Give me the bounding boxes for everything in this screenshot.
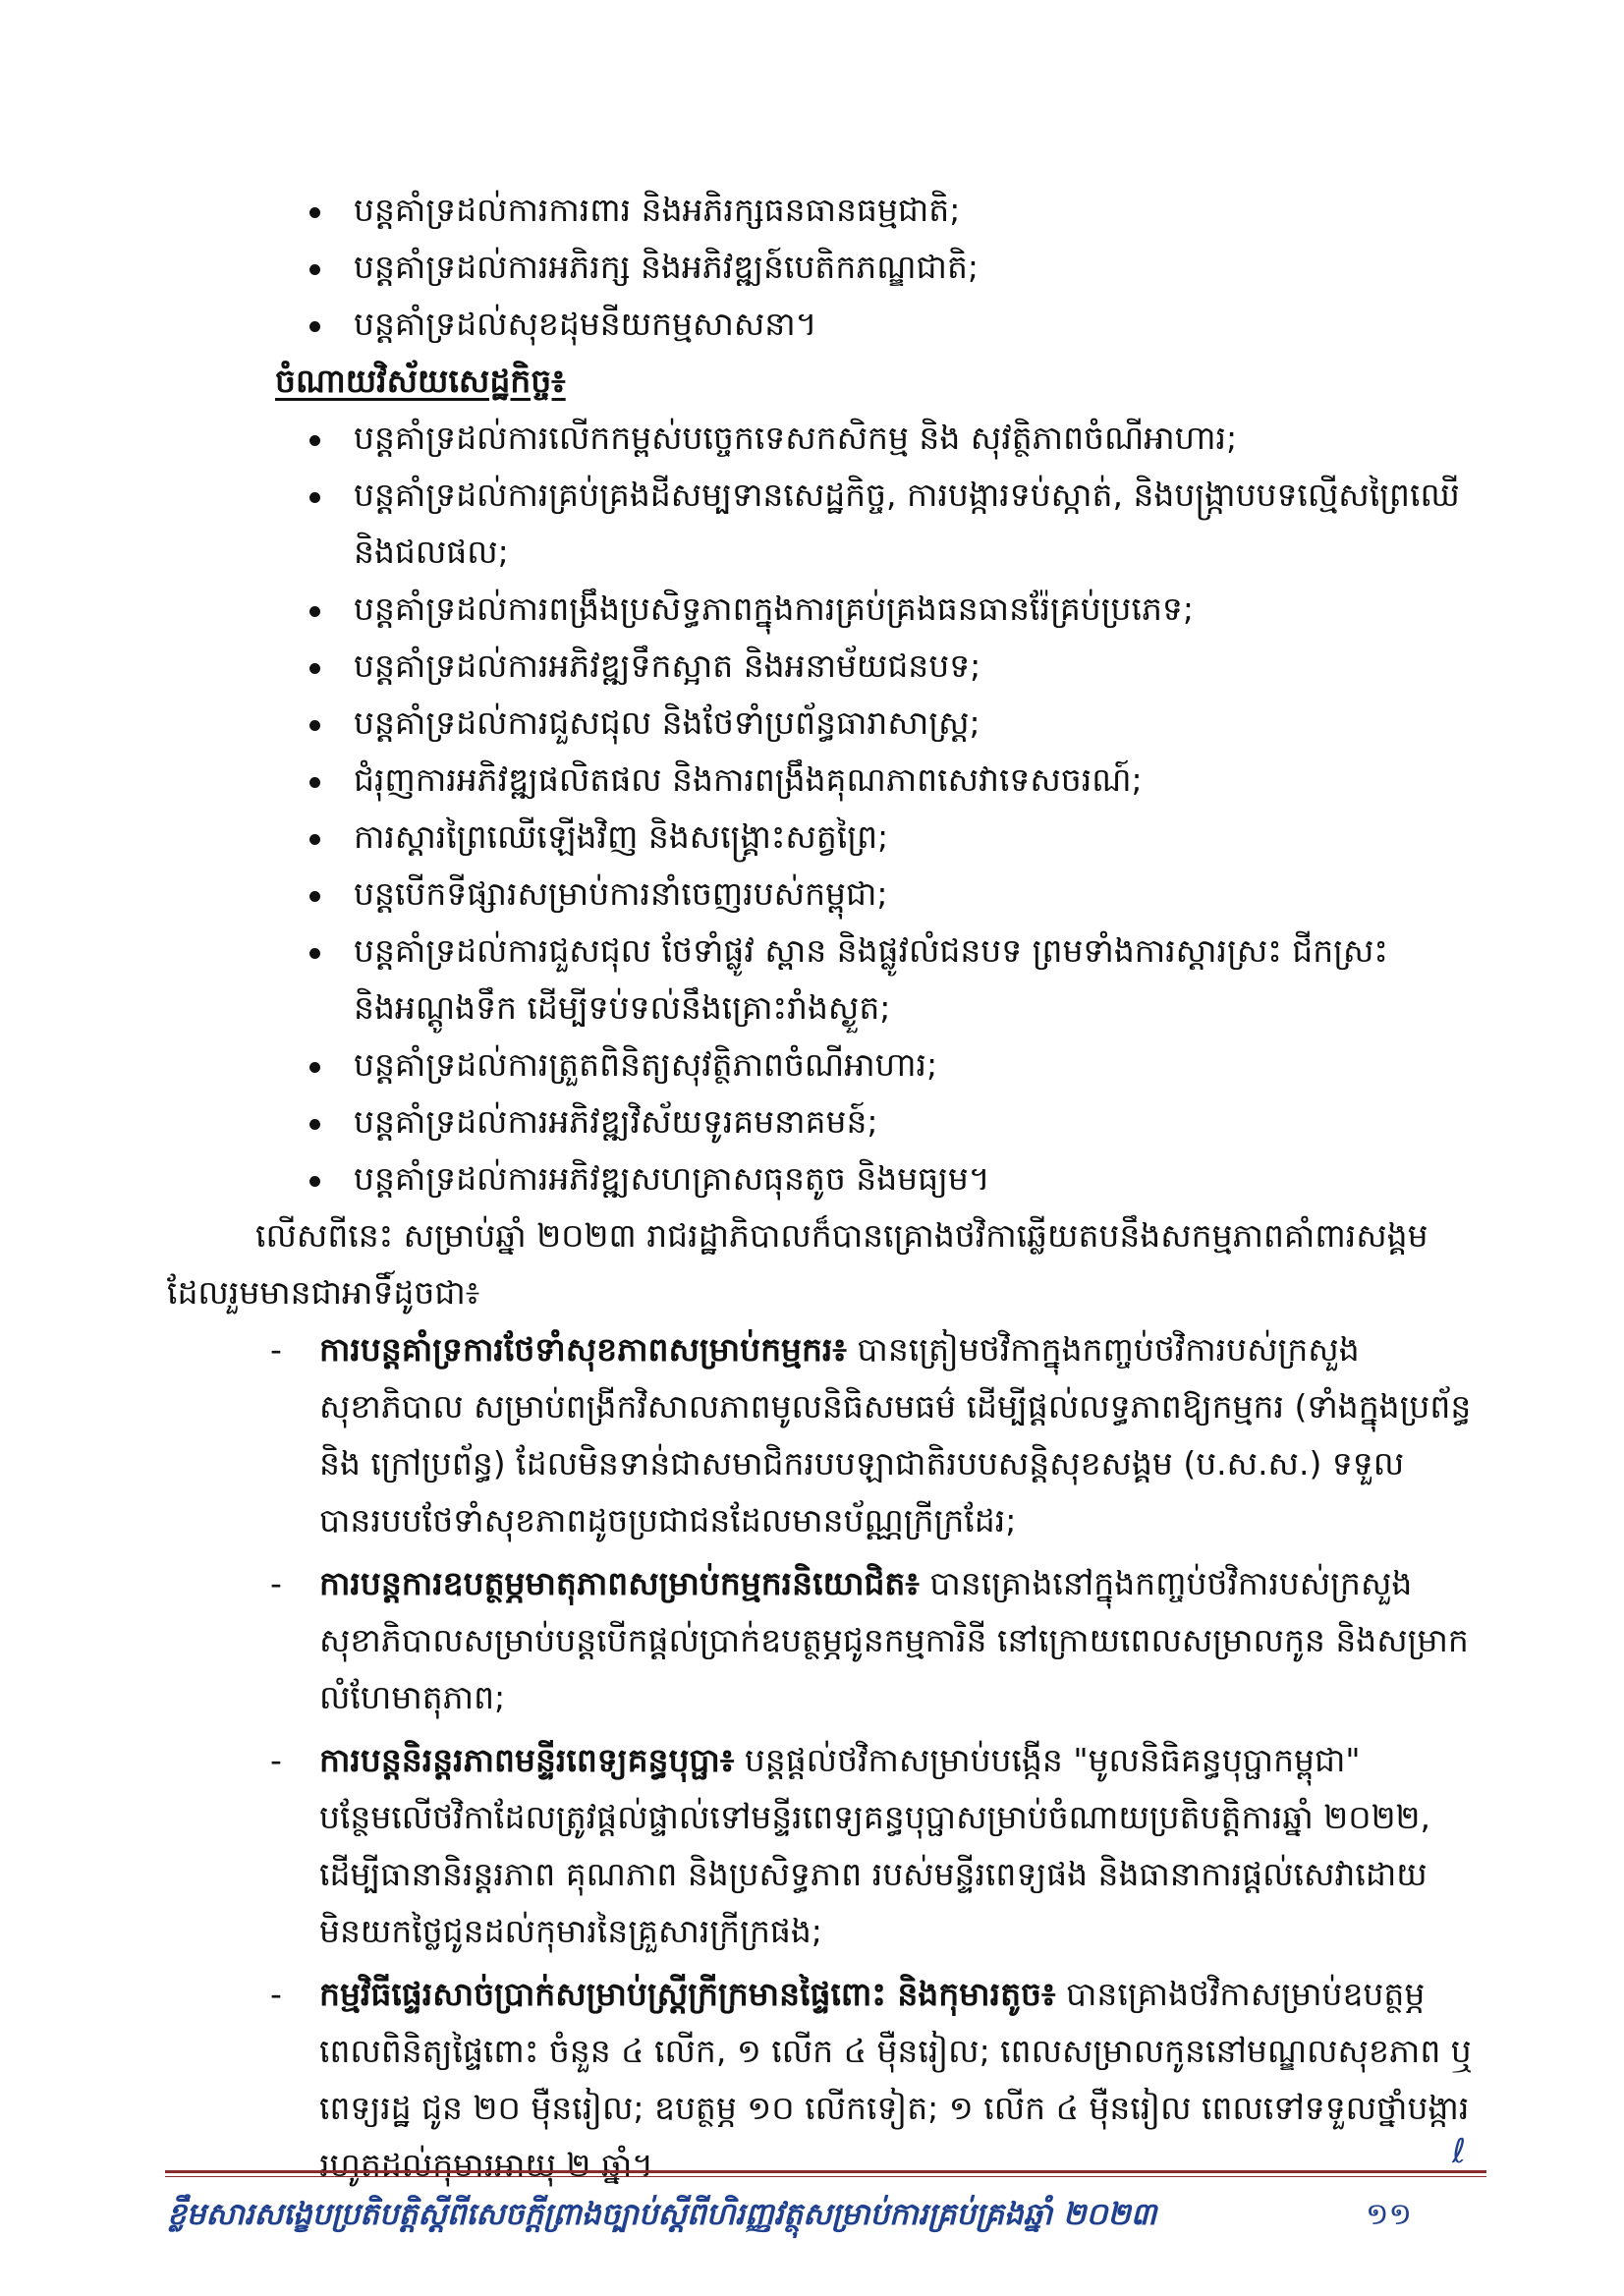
handwritten-mark: ℓ — [1452, 2132, 1467, 2171]
list-item: បន្តគាំទ្រដល់ការអភិរក្ស និងអភិវឌ្ឍន៍បេតិកភណ្ឌជាតិ; — [167, 239, 1484, 296]
list-item: បន្តគាំទ្រដល់ការជួសជុល ថែទាំផ្លូវ ស្ពាន និងផ្លូវលំជនបទ ព្រមទាំងការស្តារស្រះ ជីកស្រះ និងអណ្តូងទឹក ដើម្បីទប់ទល់នឹងគ្រោះរាំងស្ងួត; — [167, 923, 1484, 1036]
section-heading: ចំណាយវិស័យសេដ្ឋកិច្ច៖ — [275, 362, 566, 400]
item-text: បានគ្រោងនៅក្នុងកញ្ចប់ថវិការបស់ក្រសួងសុខាភិបាលសម្រាប់បន្តបើកផ្តល់ប្រាក់ឧបត្ថម្ភជូនកម្មការិនី នៅក្រោយពេលសម្រាលកូន និងសម្រាកលំហែមាតុភាព; — [319, 1564, 1469, 1716]
list-item: បន្តគាំទ្រដល់ការពង្រឹងប្រសិទ្ធភាពក្នុងការគ្រប់គ្រងធនធានរ៉ែគ្រប់ប្រភេទ; — [167, 581, 1484, 638]
list-item: ការស្តារព្រៃឈើឡើងវិញ និងសង្គ្រោះសត្វព្រៃ; — [167, 809, 1484, 866]
item-text: បន្តផ្តល់ថវិកាសម្រាប់បង្កើន "មូលនិធិគន្ធបុប្ផាកម្ពុជា" បន្ថែមលើថវិកាដែលត្រូវផ្តល់ផ្ទាល់ទៅមន្ទីរពេទ្យគន្ធបុប្ផាសម្រាប់ចំណាយប្រតិបត្តិការឆ្នាំ ២០២២, ដើម្បីធានានិរន្តរភាព គុណភាព និងប្រសិទ្ធភាព របស់មន្ទីរពេទ្យផង និងធានាការផ្តល់សេវាដោយមិនយកថ្លៃជូនដល់កុមារនៃគ្រួសារក្រីក្រផង; — [319, 1741, 1431, 1950]
dash-marker: - — [270, 1741, 282, 1779]
item-label: កម្មវិធីផ្ទេរសាច់ប្រាក់សម្រាប់ស្ត្រីក្រីក្រមានផ្ទៃពោះ និងកុមារតូច៖ — [319, 1975, 1056, 2013]
social-intro-paragraph: លើសពីនេះ សម្រាប់ឆ្នាំ ២០២៣ រាជរដ្ឋាភិបាលក៏បានគ្រោងថវិកាឆ្លើយតបនឹងសកម្មភាពគាំពារសង្គម ដែលរួមមានជាអាទិ៍ដូចជា៖ — [167, 1216, 1428, 1312]
list-item — [167, 1966, 1484, 2194]
list-item: បន្តគាំទ្រដល់ការអភិវឌ្ឍវិស័យទូរគមនាគមន៍; — [167, 1093, 1484, 1150]
dash-marker: - — [270, 1330, 282, 1369]
list-item: បន្តគាំទ្រដល់ការអភិវឌ្ឍសហគ្រាសធុនតូច និងមធ្យម។ — [167, 1150, 1484, 1207]
item-label: ការបន្តនិរន្តរភាពមន្ទីរពេទ្យគន្ធបុប្ផា៖ — [319, 1741, 735, 1779]
dash-marker: - — [270, 1975, 282, 2013]
list-item: បន្តគាំទ្រដល់សុខដុមនីយកម្មសាសនា។ — [167, 296, 1484, 353]
economic-bullet-list — [167, 410, 1484, 1207]
dash-marker: - — [270, 1564, 282, 1602]
item-text: បានគ្រោងថវិកាសម្រាប់ឧបត្ថម្ភពេលពិនិត្យផ្ទៃពោះ ចំនួន ៤ លើក, ១ លើក ៤ ម៉ឺនរៀល; ពេលសម្រាលកូននៅមណ្ឌលសុខភាព ឬពេទ្យរដ្ឋ ជូន ២០ ម៉ឺនរៀល; ឧបត្ថម្ភ ១០ លើកទៀត; ១ លើក ៤ ម៉ឺនរៀល ពេលទៅទទួលថ្នាំបង្ការរហូតដល់កុមារអាយុ ២ ឆ្នាំ។ — [319, 1975, 1472, 2184]
list-item — [167, 1555, 1484, 1726]
intro-bullet-list — [167, 182, 1484, 353]
list-item: បន្តគាំទ្រដល់ការលើកកម្ពស់បច្ចេកទេសកសិកម្ម និង សុវត្ថិភាពចំណីអាហារ; — [167, 410, 1484, 467]
item-label: ការបន្តការឧបត្ថម្ភមាតុភាពសម្រាប់កម្មករនិយោជិត៖ — [319, 1564, 920, 1602]
list-item: បន្តបើកទីផ្សារសម្រាប់ការនាំចេញរបស់កម្ពុជា; — [167, 866, 1484, 923]
footer-title: ខ្លឹមសារសង្ខេបប្រតិបត្តិស្តីពីសេចក្តីព្រាងច្បាប់ស្តីពីហិរញ្ញវត្ថុសម្រាប់ការគ្រប់គ្រងឆ្នាំ ២០២៣ — [167, 2197, 1157, 2232]
footer-divider — [165, 2170, 1486, 2177]
list-item: បន្តគាំទ្រដល់ការការពារ និងអភិរក្សធនធានធម្មជាតិ; — [167, 182, 1484, 239]
social-measures-list — [167, 1321, 1484, 2194]
list-item: បន្តគាំទ្រដល់ការជួសជុល និងថែទាំប្រព័ន្ធធារាសាស្ត្រ; — [167, 695, 1484, 752]
list-item: បន្តគាំទ្រដល់ការត្រួតពិនិត្យសុវត្ថិភាពចំណីអាហារ; — [167, 1036, 1484, 1093]
item-text: បានត្រៀមថវិកាក្នុងកញ្ចប់ថវិការបស់ក្រសួងសុខាភិបាល សម្រាប់ពង្រីកវិសាលភាពមូលនិធិសមធម៌ ដើម្បីផ្តល់លទ្ធភាពឱ្យកម្មករ (ទាំងក្នុងប្រព័ន្ធ និង ក្រៅប្រព័ន្ធ) ដែលមិនទាន់ជាសមាជិករបបឡាជាតិរបបសន្តិសុខសង្គម (ប.ស.ស.) ទទួលបានរបបថែទាំសុខភាពដូចប្រជាជនដែលមានប័ណ្ណក្រីក្រដែរ; — [319, 1330, 1472, 1540]
document-body — [167, 182, 1484, 2200]
item-label: ការបន្តគាំទ្រការថែទាំសុខភាពសម្រាប់កម្មករ៖ — [319, 1330, 847, 1369]
list-item: បន្តគាំទ្រដល់ការគ្រប់គ្រងដីសម្បទានសេដ្ឋកិច្ច, ការបង្ការទប់ស្កាត់, និងបង្ក្រាបបទល្មើសព្រៃឈើ និងជលផល; — [167, 467, 1484, 581]
list-item — [167, 1732, 1484, 1960]
list-item: បន្តគាំទ្រដល់ការអភិវឌ្ឍទឹកស្អាត និងអនាម័យជនបទ; — [167, 638, 1484, 695]
page-number: ១១ — [1366, 2197, 1412, 2232]
list-item: ជំរុញការអភិវឌ្ឍផលិតផល និងការពង្រឹងគុណភាពសេវាទេសចរណ៍; — [167, 752, 1484, 809]
list-item — [167, 1321, 1484, 1549]
